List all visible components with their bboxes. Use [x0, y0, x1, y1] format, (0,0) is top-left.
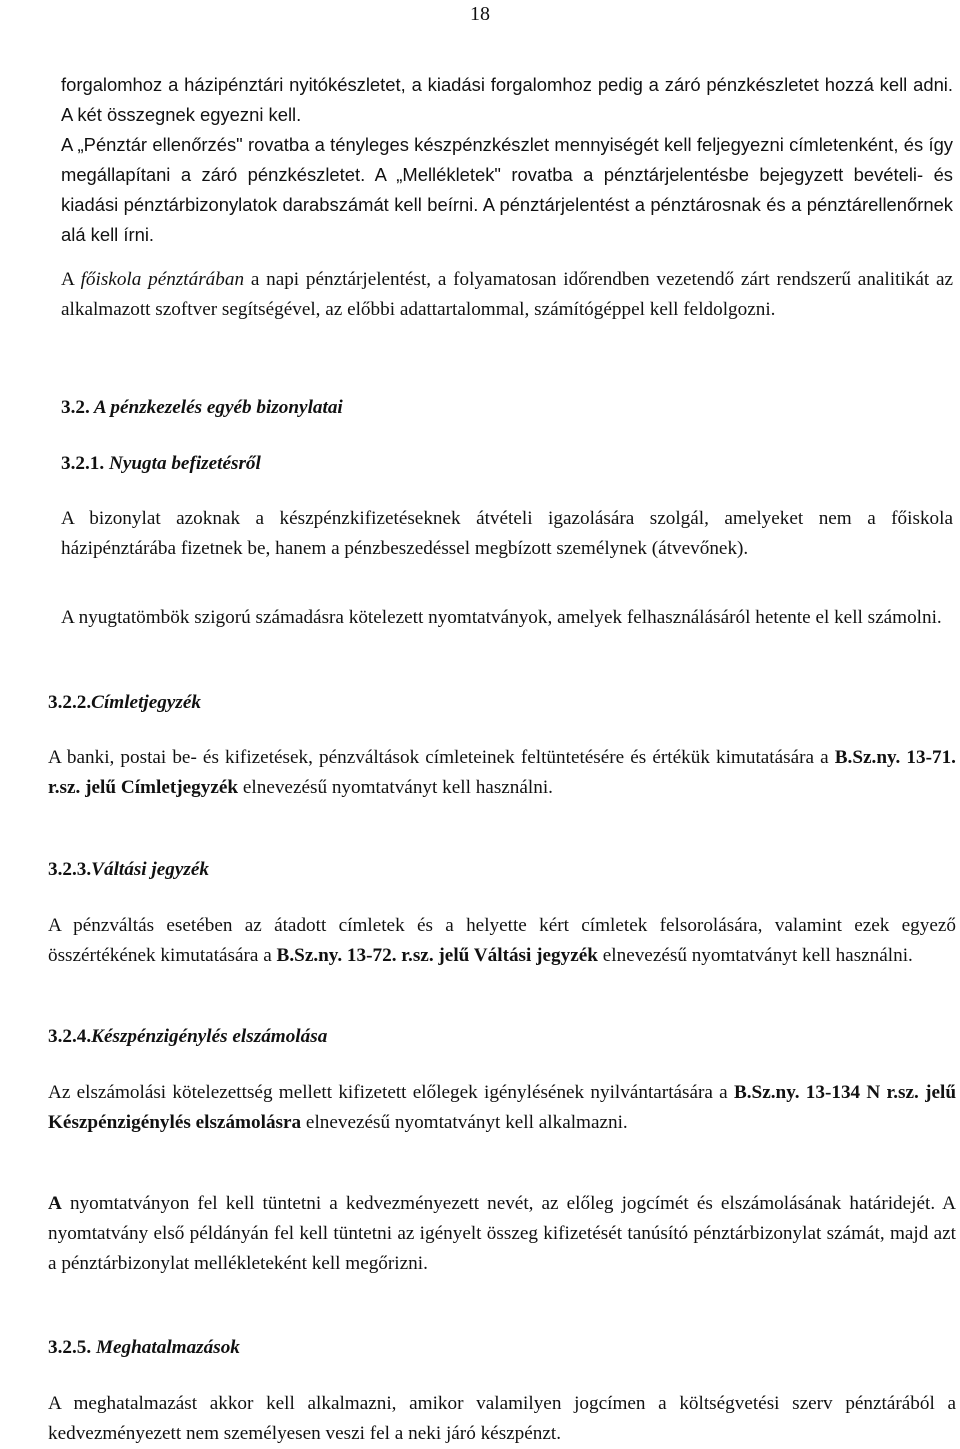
text-run-bold: A: [48, 1193, 62, 1214]
heading-number: 3.2.4.: [48, 1026, 92, 1047]
text-run: elnevezésű nyomtatványt kell használni.: [238, 777, 553, 798]
page-number: 18: [470, 3, 490, 25]
heading-title: A pénzkezelés egyéb bizonylatai: [93, 397, 343, 418]
heading-title: Váltási jegyzék: [91, 859, 209, 880]
text-run-bold: jelű: [433, 945, 474, 966]
heading-number: 3.2.2.: [48, 692, 92, 713]
heading-title: Meghatalmazások: [95, 1337, 240, 1358]
form-name: Készpénzigénylés elszámolásra: [48, 1112, 302, 1133]
form-code: B.Sz.ny. 13-72. r.sz.: [276, 945, 434, 966]
paragraph-denomination-list: [48, 743, 956, 803]
text-run: A pénzváltás esetében az átadott címletek és a helyette kért címletek felsorolására, valamint ezek egyező összértékének kimutatására a: [48, 915, 956, 966]
paragraph-exchange-list: [48, 911, 956, 971]
paragraph-receipt-books: A nyugtatömbök szigorú számadásra kötelezett nyomtatványok, amelyek felhasználásáról hetente el kell számolni.: [61, 607, 942, 628]
text-run: A banki, postai be- és kifizetések, pénzváltások címleteinek feltüntetésére és értékük kimutatására a: [48, 747, 835, 768]
paragraph-power-of-attorney: A meghatalmazást akkor kell alkalmazni, amikor valamilyen jogcímen a költségvetési szerv pénztárából a kedvezményezett nem személyesen veszi fel a neki járó készpénzt.: [48, 1393, 956, 1444]
paragraph-college-cashier: [61, 265, 953, 325]
heading-title: Nyugta befizetésről: [108, 453, 261, 474]
heading-3-2-1: [61, 449, 261, 479]
text-run: Az elszámolási kötelezettség mellett kifizetett előlegek igénylésének nyilvántartására a: [48, 1082, 734, 1103]
heading-3-2-4: [48, 1022, 327, 1052]
paragraph-advance-request: [48, 1078, 956, 1138]
heading-3-2: [61, 393, 343, 423]
paragraph-form-details: [48, 1189, 956, 1279]
text-run: elnevezésű nyomtatványt kell használni.: [597, 945, 913, 966]
heading-3-2-2: [48, 688, 201, 718]
heading-number: 3.2.3.: [48, 859, 92, 880]
form-name: Címletjegyzék: [120, 777, 239, 798]
form-code: B.Sz.ny. 13-71. r.sz.: [48, 747, 956, 798]
heading-number: 3.2.1.: [61, 453, 105, 474]
heading-title: Címletjegyzék: [91, 692, 201, 713]
text-run-bold: jelű: [80, 777, 121, 798]
paragraph-cash-check: A „Pénztár ellenőrzés" rovatba a tényleges készpénzkészlet mennyiségét kell feljegyezni címletenként, és így megállapítani a záró pénzkészletet. A „Mellékletek" rovatba a pénztárjelentésbe bejegyzett bevételi- és kiadási pénztárbizonylatok darabszámát kell beírni. A pénztárjelentést a pénztárosnak és a pénztárellenőrnek alá kell írni.: [61, 134, 953, 245]
form-code: B.Sz.ny. 13-134 N r.sz.: [733, 1082, 919, 1103]
text-run-bold: jelű: [918, 1082, 956, 1103]
paragraph-opening-balance: forgalomhoz a házipénztári nyitókészletet, a kiadási forgalomhoz pedig a záró pénzkészletet hozzá kell adni. A két összegnek egyezni kell.: [61, 74, 953, 125]
text-run: a napi pénztárjelentést, a folyamatosan időrendben vezetendő zárt rendszerű analitikát az alkalmazott szoftver segítségével, az előbbi adattartalommal, számítógéppel kell feldolgozni.: [61, 269, 953, 320]
heading-number: 3.2.5.: [48, 1337, 92, 1358]
heading-title: Készpénzigénylés elszámolása: [91, 1026, 328, 1047]
paragraph-receipt-purpose: A bizonylat azoknak a készpénzkifizetéseknek átvételi igazolására szolgál, amelyeket nem a főiskola házipénztárába fizetnek be, hanem a pénzbeszedéssel megbízott személynek (átvevőnek).: [61, 508, 953, 559]
heading-3-2-3: [48, 855, 209, 885]
heading-3-2-5: [48, 1333, 240, 1363]
heading-number: 3.2.: [61, 397, 90, 418]
emphasis-college-cashier: főiskola pénztárában: [80, 269, 245, 290]
text-run: A: [61, 269, 81, 290]
form-name: Váltási jegyzék: [473, 945, 598, 966]
text-run: nyomtatványon fel kell tüntetni a kedvezményezett nevét, az előleg jogcímét és elszámolásának határidejét. A nyomtatvány első példányán fel kell tüntetni az igényelt összeg kifizetését tanúsító pénztárbizonylat számát, majd azt a pénztárbizonylat mellékleteként kell megőrizni.: [48, 1193, 956, 1274]
text-run: elnevezésű nyomtatványt kell alkalmazni.: [301, 1112, 628, 1133]
